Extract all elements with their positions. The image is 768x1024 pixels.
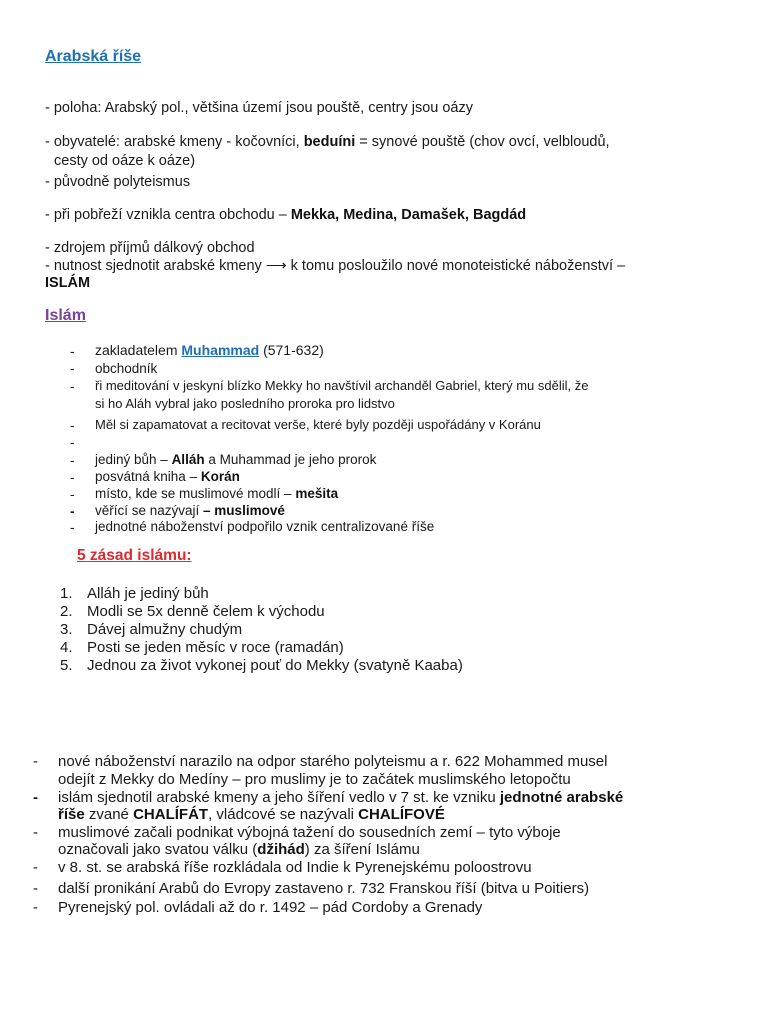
list-item-meditovani-2: si ho Aláh vybral jako posledního proroka pro lidstvo: [95, 396, 395, 411]
list-number: 3.: [60, 621, 73, 638]
bullet-dash: -: [70, 470, 75, 485]
text: zakladatelem: [95, 342, 182, 358]
bold-chalifove: CHALÍFOVÉ: [358, 806, 445, 823]
list-item-obchodnik: obchodník: [95, 361, 158, 376]
line-obyvatele: [45, 134, 610, 151]
text: posvátná kniha –: [95, 469, 201, 484]
text: - obyvatelé: arabské kmeny - kočovníci,: [45, 134, 304, 150]
bullet-dash: -: [33, 859, 38, 876]
bullet-dash: -: [70, 379, 75, 394]
list-item-grenada: Pyrenejský pol. ovládali až do r. 1492 – pád Cordoby a Grenady: [58, 899, 483, 916]
bullet-dash: -: [33, 824, 38, 841]
text: a Muhammad je jeho prorok: [204, 452, 377, 467]
bold-muslimove: – muslimové: [203, 503, 285, 518]
bullet-dash: -: [33, 789, 38, 806]
list-item-posvatna-kniha: [95, 468, 240, 485]
heading-islam[interactable]: Islám: [45, 307, 86, 324]
list-item-muslimove: [95, 502, 285, 519]
list-number: 4.: [60, 639, 73, 656]
line-islam-caps: ISLÁM: [45, 275, 91, 291]
text: jediný bůh –: [95, 452, 172, 467]
bold-rise: říše: [58, 806, 85, 823]
bullet-dash: -: [70, 361, 75, 376]
text: , vládcové se nazývali: [208, 806, 359, 823]
list-item-sjednotil-2: [58, 806, 445, 824]
list-item-recitovat: Měl si zapamatovat a recitovat verše, které byly později uspořádány v Koránu: [95, 417, 541, 432]
bullet-dash: -: [33, 753, 38, 770]
bullet-dash: -: [70, 344, 75, 359]
pillar-item: Alláh je jediný bůh: [87, 585, 209, 602]
bullet-dash: -: [70, 435, 75, 450]
text: = synové pouště (chov ovcí, velbloudů,: [355, 134, 610, 150]
bold-koran: Korán: [200, 469, 240, 484]
text: ) za šíření Islámu: [304, 841, 420, 858]
list-item-jednotne: jednotné náboženství podpořilo vznik centralizované říše: [95, 519, 435, 534]
line-poloha: - poloha: Arabský pol., většina území jsou pouště, centry jsou oázy: [45, 100, 473, 116]
heading-5-zasad: 5 zásad islámu:: [77, 547, 192, 564]
line-pobrezi: [45, 207, 526, 224]
list-item-jediny-buh: [95, 451, 376, 468]
pillar-item: Posti se jeden měsíc v roce (ramadán): [87, 639, 344, 656]
line-nutnost: - nutnost sjednotit arabské kmeny ⟶ k tomu posloužilo nové monoteistické náboženství –: [45, 258, 626, 274]
bold-beduini: beduíni: [303, 134, 356, 150]
bullet-dash: -: [33, 899, 38, 916]
list-item-8-st: v 8. st. se arabská říše rozkládala od Indie k Pyrenejskému poloostrovu: [58, 859, 532, 876]
pillar-item: Modli se 5x denně čelem k východu: [87, 603, 325, 620]
text: zvané: [84, 806, 134, 823]
bold-chalifat: CHALÍFÁT: [133, 806, 209, 823]
bullet-dash: -: [70, 520, 75, 535]
line-puvodne: - původně polyteismus: [45, 174, 191, 190]
list-number: 5.: [60, 657, 73, 674]
bold-cities: Mekka, Medina, Damašek, Bagdád: [290, 207, 527, 223]
text: místo, kde se muslimové modlí –: [95, 486, 296, 501]
bold-mesita: mešita: [295, 486, 339, 501]
bullet-dash: -: [70, 418, 75, 433]
text: označovali jako svatou válku (: [58, 841, 258, 858]
list-number: 2.: [60, 603, 73, 620]
bullet-dash: -: [70, 453, 75, 468]
line-obyvatele-2: cesty od oáze k oáze): [54, 153, 196, 169]
list-item-zakladatel: [95, 342, 324, 359]
text: islám sjednotil arabské kmeny a jeho šíření vedlo v 7 st. ke vzniku: [58, 789, 500, 806]
bold-jednotne: jednotné arabské: [499, 789, 624, 806]
heading-arabska-rise[interactable]: Arabská říše: [45, 48, 142, 65]
bullet-dash: -: [70, 487, 75, 502]
bullet-dash: -: [70, 504, 75, 519]
list-number: 1.: [60, 585, 73, 602]
list-item-tazeni: muslimové začali podnikat výbojná tažení do sousedních zemí – tyto výboje: [58, 824, 561, 841]
list-item-odpor: nové náboženství narazilo na odpor starého polyteismu a r. 622 Mohammed musel: [58, 753, 608, 770]
list-item-poitiers: další pronikání Arabů do Evropy zastaveno r. 732 Franskou říší (bitva u Poitiers): [58, 880, 590, 897]
text: (571-632): [259, 342, 324, 358]
list-item-odpor-2: odejít z Mekky do Medíny – pro muslimy je to začátek muslimského letopočtu: [58, 771, 571, 788]
bullet-dash: -: [33, 880, 38, 897]
list-item-mesita: [95, 485, 338, 502]
pillar-item: Jednou za život vykonej pouť do Mekky (svatyně Kaaba): [87, 657, 463, 674]
pillar-item: Dávej almužny chudým: [87, 621, 243, 638]
bold-dzihad: džihád: [257, 841, 305, 858]
text: věřící se nazývají: [95, 503, 204, 518]
line-zdroj: - zdrojem příjmů dálkový obchod: [45, 240, 255, 256]
list-item-sjednotil: [58, 789, 623, 807]
bold-allah: Alláh: [171, 452, 205, 467]
link-muhammad[interactable]: Muhammad: [181, 342, 260, 358]
list-item-meditovani: ři meditování v jeskyní blízko Mekky ho navštívil archanděl Gabriel, který mu sdělil, že: [95, 378, 589, 393]
text: - při pobřeží vznikla centra obchodu –: [45, 207, 291, 223]
list-item-tazeni-2: [58, 841, 420, 859]
